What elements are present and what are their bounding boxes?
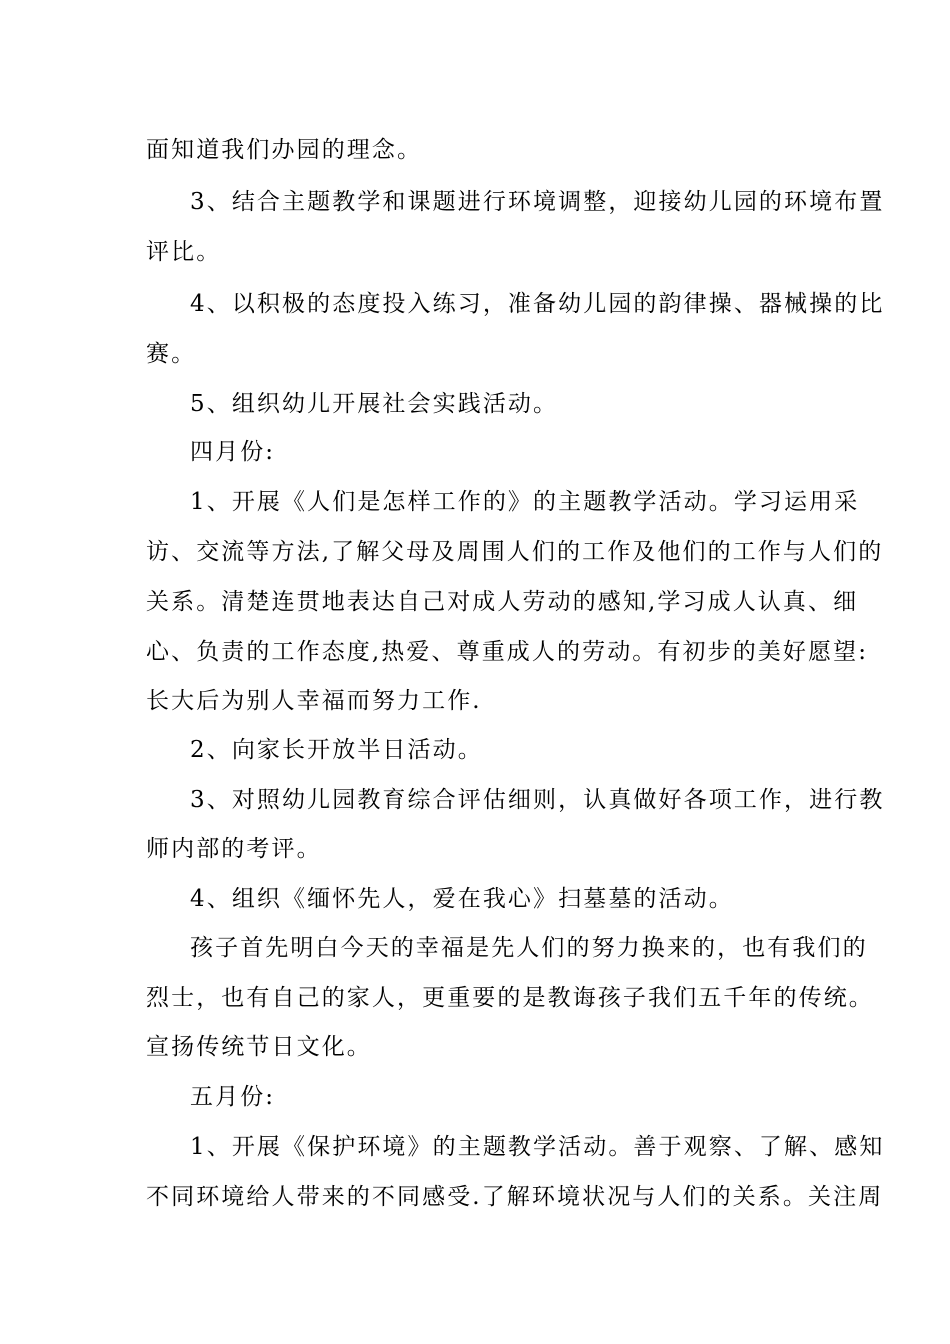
text-line: 3、对照幼儿园教育综合评估细则，认真做好各项工作，进行教	[190, 787, 885, 813]
text-line: 赛。	[146, 341, 197, 367]
text-line: 3、结合主题教学和课题进行环境调整，迎接幼儿园的环境布置	[190, 189, 885, 215]
text-line: 访、交流等方法,了解父母及周围人们的工作及他们的工作与人们的	[146, 539, 884, 565]
text-line: 师内部的考评。	[146, 836, 322, 862]
text-line: 心、负责的工作态度,热爱、尊重成人的劳动。有初步的美好愿望:	[146, 639, 869, 665]
text-line: 烈士，也有自己的家人，更重要的是教诲孩子我们五千年的传统。	[146, 985, 874, 1011]
text-line: 宣扬传统节日文化。	[146, 1034, 372, 1060]
text-line: 1、开展《保护环境》的主题教学活动。善于观察、了解、感知	[190, 1134, 885, 1160]
text-line: 孩子首先明白今天的幸福是先人们的努力换来的，也有我们的	[190, 935, 868, 961]
text-line: 2、向家长开放半日活动。	[190, 737, 483, 763]
text-line: 4、以积极的态度投入练习，准备幼儿园的韵律操、器械操的比	[190, 291, 885, 317]
text-line: 评比。	[146, 239, 222, 265]
text-line: 4、组织《缅怀先人，爱在我心》扫墓墓的活动。	[190, 886, 734, 912]
section-heading: 四月份:	[190, 439, 276, 465]
text-line: 面知道我们办园的理念。	[146, 137, 423, 163]
text-line: 长大后为别人幸福而努力工作.	[146, 688, 482, 714]
text-line: 5、组织幼儿开展社会实践活动。	[190, 391, 559, 417]
text-line: 不同环境给人带来的不同感受.了解环境状况与人们的关系。关注周	[146, 1184, 884, 1210]
text-line: 1、开展《人们是怎样工作的》的主题教学活动。学习运用采	[190, 489, 860, 515]
text-line: 关系。清楚连贯地表达自己对成人劳动的感知,学习成人认真、细	[146, 589, 859, 615]
section-heading: 五月份:	[190, 1084, 276, 1110]
